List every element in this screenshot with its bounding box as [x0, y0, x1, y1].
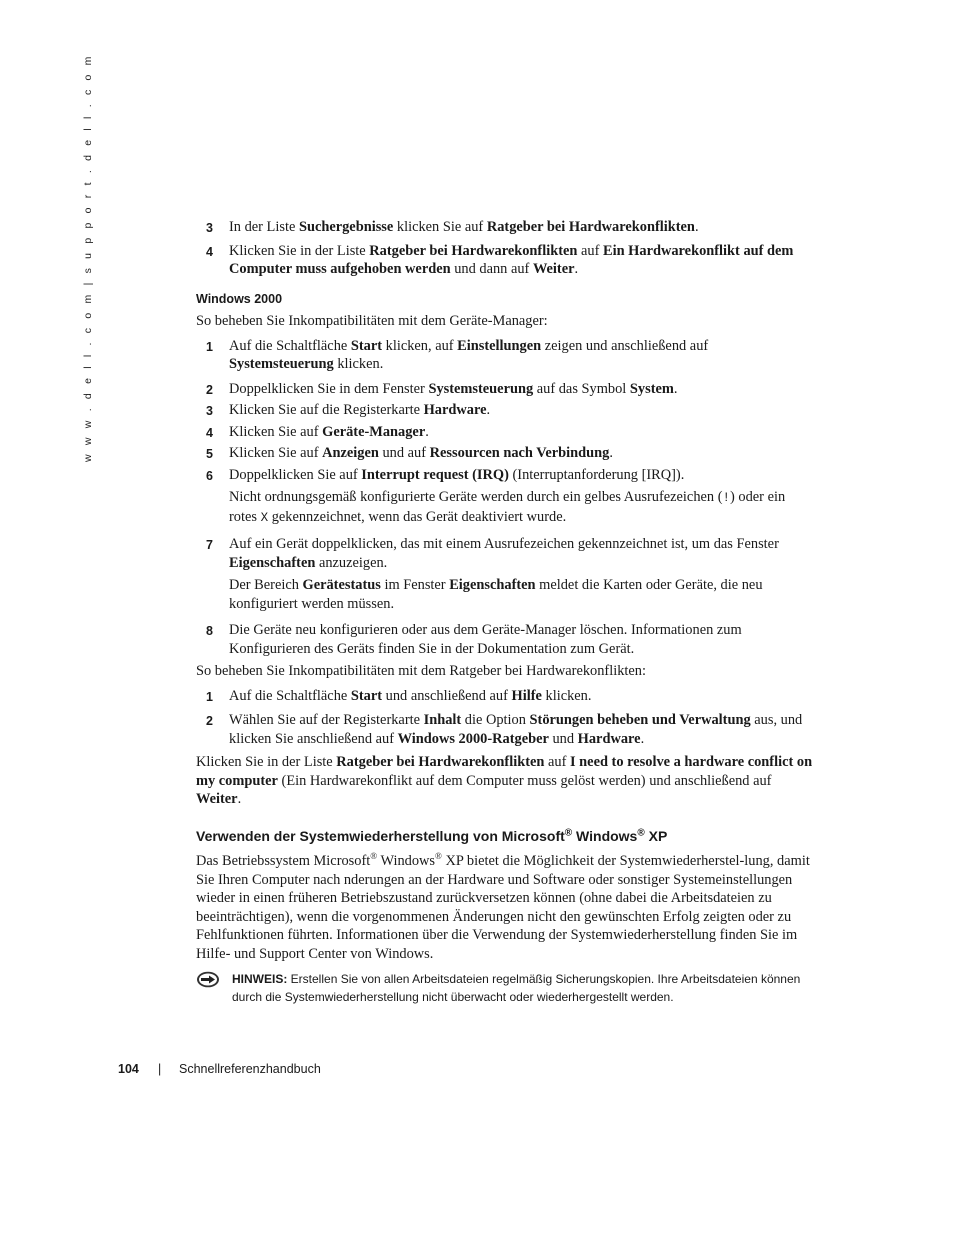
- bold-term: Hilfe: [511, 687, 542, 704]
- text-run: auf: [544, 754, 570, 770]
- list-item: [196, 711, 816, 748]
- list-item: [196, 535, 816, 572]
- step-number: 1: [206, 689, 213, 704]
- text-run: klicken.: [541, 687, 592, 704]
- text-run: .: [673, 380, 678, 397]
- step-detail: [196, 488, 816, 527]
- step-number: 4: [206, 244, 213, 259]
- list-item: [196, 380, 816, 399]
- bold-term: Eigenschaften: [449, 577, 536, 593]
- text-run: Wählen Sie auf der Registerkarte: [229, 712, 424, 728]
- sidebar-url-text: w w w . d e l l . c o m | s u p p o r t . d e l l . c o m: [82, 53, 94, 462]
- notice-box: [196, 971, 816, 1006]
- step-number: 3: [206, 221, 213, 235]
- list-item: [196, 444, 816, 463]
- text-run: Klicken Sie in der Liste: [196, 754, 337, 770]
- section-heading-windows2000: Windows 2000: [196, 291, 283, 306]
- text-run: klicken Sie auf: [393, 219, 487, 235]
- windows2000-steps2-list: [196, 687, 816, 749]
- text-run: auf das Symbol: [533, 380, 630, 397]
- restore-body: Das Betriebssystem Microsoft® Windows® XP bietet die Möglichkeit der Systemwiederherstel-lung, damit Sie Ihren Computer nach nderungen an der Hardware und Software oder sonstiger Systemeinstellungen wieder in einen früheren Betriebszustand zurückversetzen können (ohne dabei die Arbeitsdateien zu beeinträchtigen), wenn die vorgenommenen Änderungen nicht den gewünschten Erfolg zeigten oder zu Fehlfunktionen führten. Informationen über die Verwendung der Systemwiederherstellung finden Sie im Hilfe- und Support Center von Windows.: [196, 851, 810, 962]
- step-number: 2: [206, 382, 213, 397]
- bold-term: Start: [350, 687, 383, 704]
- text-run: In der Liste: [229, 219, 299, 235]
- bold-term: Hardware: [577, 730, 641, 747]
- text-run: zeigen und anschließend auf: [541, 337, 709, 354]
- text-run: Klicken Sie auf die Registerkarte: [229, 402, 424, 418]
- bold-term: Interrupt request (IRQ): [361, 466, 509, 483]
- bold-term: Weiter: [532, 261, 575, 277]
- list-item: [196, 242, 816, 279]
- bold-term: Ein Hardwarekonflikt auf dem Computer muss aufgehoben werden: [229, 242, 794, 277]
- notice-text: Erstellen Sie von allen Arbeitsdateien regelmäßig Sicherungskopien. Ihre Arbeitsdateien können durch die Systemwiederherstellung nicht überwacht oder wiederhergestellt werden.: [232, 972, 801, 1004]
- text-run: klicken, auf: [382, 337, 458, 354]
- bold-term: Ressourcen nach Verbindung: [429, 445, 610, 461]
- step-number: 7: [206, 538, 213, 552]
- text-run: Auf ein Gerät doppelklicken, das mit einem Ausrufezeichen gekennzeichnet ist, um das Fenster: [229, 536, 779, 552]
- bold-term: I need to resolve a hardware conflict on my computer: [196, 754, 813, 789]
- text-run: die Option: [461, 712, 530, 728]
- bold-term: Suchergebnisse: [298, 219, 394, 235]
- text-run: .: [609, 445, 613, 461]
- notice-arrow-icon: [196, 971, 220, 988]
- text-run: und: [548, 730, 578, 747]
- list-item: [196, 621, 816, 658]
- text-run: Klicken Sie in der Liste: [229, 242, 370, 259]
- text-run: Der Bereich: [229, 577, 303, 593]
- bold-term: Anzeigen: [322, 445, 379, 461]
- text-run: .: [694, 219, 699, 235]
- section-heading-restore: Verwenden der Systemwiederherstellung von Microsoft® Windows® XP: [196, 826, 668, 844]
- text-run: Die Geräte neu konfigurieren oder aus dem Geräte-Manager löschen. Informationen zum Konfigurieren des Geräts finden Sie in der Dokumentation zum Gerät.: [229, 622, 742, 657]
- bold-term: Hardware: [423, 402, 487, 418]
- text-run: .: [425, 423, 429, 440]
- text-run: und auf: [378, 445, 430, 461]
- text-run: klicken.: [333, 356, 384, 372]
- list-item: [196, 466, 816, 485]
- intro-text: So beheben Sie Inkompatibilitäten mit dem Geräte-Manager:: [196, 313, 548, 329]
- bold-term: Windows 2000-Ratgeber: [397, 730, 549, 747]
- list-item: [196, 218, 816, 237]
- text-run: aus, und klicken Sie anschließend auf: [229, 712, 803, 747]
- footer-separator: |: [158, 1062, 162, 1076]
- text-run: im Fenster: [380, 577, 450, 593]
- text-run: anzuzeigen.: [315, 554, 388, 571]
- text-run: auf: [577, 242, 603, 259]
- text-run: .: [486, 402, 491, 418]
- bold-term: Ratgeber bei Hardwarekonflikten: [336, 754, 545, 770]
- text-run: gekennzeichnet, wenn das Gerät deaktiviert wurde.: [268, 508, 567, 525]
- step-detail: [196, 576, 816, 613]
- text-run: ) oder ein rotes: [229, 489, 786, 525]
- page-number: 104: [118, 1062, 139, 1076]
- bold-term: Störungen beheben und Verwaltung: [529, 712, 751, 728]
- bold-term: Start: [350, 337, 383, 354]
- step-number: 6: [206, 468, 213, 483]
- bold-term: Gerätestatus: [302, 577, 381, 593]
- step-number: 4: [206, 425, 213, 440]
- bold-term: System: [629, 380, 674, 397]
- text-run: Auf die Schaltfläche: [229, 687, 351, 704]
- step-number: 3: [206, 404, 213, 418]
- bold-term: Weiter: [196, 791, 238, 807]
- step-number: 2: [206, 714, 213, 728]
- text-run: Klicken Sie auf: [229, 445, 323, 461]
- step-number: 1: [206, 339, 213, 354]
- text-run: Auf die Schaltfläche: [229, 337, 351, 354]
- bold-term: Inhalt: [423, 712, 462, 728]
- list-item: [196, 423, 816, 442]
- text-run: (Interruptanforderung [IRQ]).: [508, 466, 685, 483]
- text-run: !: [722, 491, 731, 505]
- list-item: [196, 401, 816, 420]
- document-title: Schnellreferenzhandbuch: [179, 1062, 321, 1076]
- top-steps-list: [196, 218, 816, 279]
- bold-term: Einstellungen: [457, 337, 542, 354]
- bold-term: Ratgeber bei Hardwarekonflikten: [369, 242, 578, 259]
- text-run: X: [260, 510, 269, 525]
- bold-term: Ratgeber bei Hardwarekonflikten: [486, 219, 695, 235]
- closing-paragraph: [196, 753, 816, 809]
- sidebar-url: [82, 53, 100, 462]
- bold-term: Geräte-Manager: [322, 423, 426, 440]
- bold-term: Systemsteuerung: [428, 380, 534, 397]
- list-item: [196, 337, 816, 374]
- text-run: Doppelklicken Sie in dem Fenster: [229, 380, 429, 397]
- step-number: 8: [206, 624, 213, 638]
- text-run: meldet die Karten oder Geräte, die neu konfiguriert werden müssen.: [229, 577, 763, 612]
- text-run: (Ein Hardwarekonflikt auf dem Computer muss gelöst werden) und anschließend auf: [277, 772, 772, 789]
- intro2-text: So beheben Sie Inkompatibilitäten mit dem Ratgeber bei Hardwarekonflikten:: [196, 663, 646, 679]
- text-run: Klicken Sie auf: [229, 423, 323, 440]
- bold-term: Systemsteuerung: [229, 356, 334, 372]
- bold-term: Eigenschaften: [229, 554, 316, 571]
- text-run: .: [237, 791, 242, 807]
- text-run: und anschließend auf: [382, 687, 512, 704]
- text-run: Doppelklicken Sie auf: [229, 466, 362, 483]
- list-item: [196, 687, 816, 706]
- text-run: .: [574, 261, 579, 277]
- windows2000-steps-list: [196, 337, 816, 659]
- text-run: Nicht ordnungsgemäß konfigurierte Geräte werden durch ein gelbes Ausrufezeichen (: [229, 489, 723, 505]
- notice-label: HINWEIS:: [232, 972, 288, 986]
- page-content: [196, 218, 816, 1006]
- text-run: und dann auf: [450, 261, 533, 277]
- step-number: 5: [206, 447, 213, 461]
- text-run: .: [640, 730, 645, 747]
